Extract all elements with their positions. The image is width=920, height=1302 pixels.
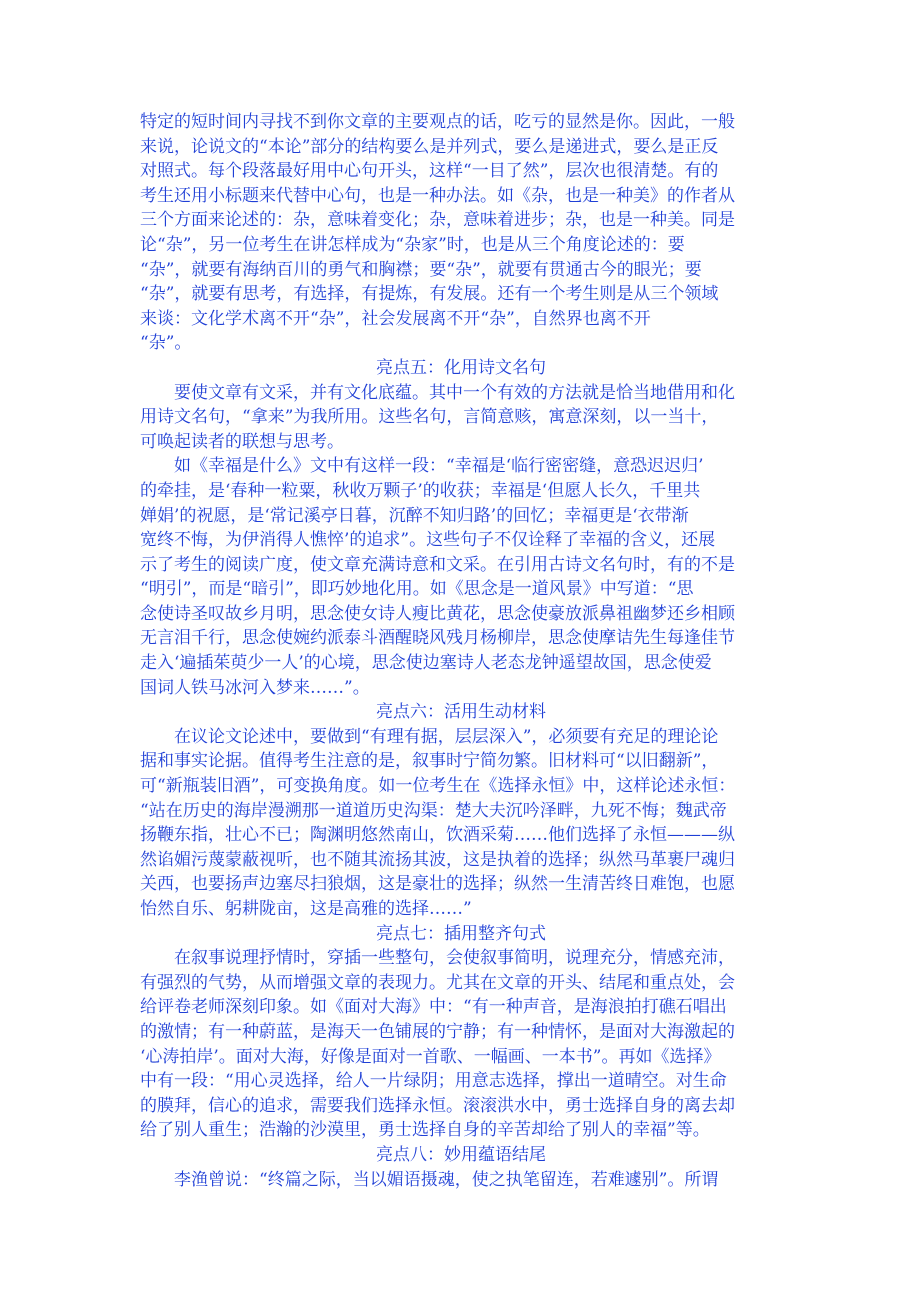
text-line: 论“杂”，另一位考生在讲怎样成为“杂家”时，也是从三个角度论述的：要	[140, 234, 685, 255]
section-heading: 亮点七：插用整齐句式	[376, 923, 546, 944]
text-line: 有强烈的气势，从而增强文章的表现力。尤其在文章的开头、结尾和重点处，会	[140, 972, 735, 993]
section-heading: 亮点五：化用诗文名句	[376, 357, 546, 378]
text-line: 用诗文名句，“拿来”为我所用。这些名句，言简意赅，寓意深刻，以一当十，	[140, 407, 719, 428]
text-line: 要使文章有文采，并有文化底蕴。其中一个有效的方法就是恰当地借用和化	[140, 382, 735, 403]
text-line: 关西，也要扬声边塞尽扫狼烟，这是豪壮的选择；纵然一生清苦终日难饱，也愿	[140, 874, 735, 895]
text-line: 怡然自乐、躬耕陇亩，这是高雅的选择……”	[140, 899, 472, 919]
text-line: 特定的短时间内寻找不到你文章的主要观点的话，吃亏的显然是你。因此，一般	[140, 112, 735, 132]
text-line: 据和事实论据。值得考生注意的是，叙事时宁简勿繁。旧材料可“以旧翻新”，	[140, 751, 719, 772]
text-line: 给了别人重生；浩瀚的沙漠里，勇士选择自身的辛苦却给了别人的幸福”等。	[140, 1120, 710, 1141]
text-line: 宽终不悔，为伊消得人憔悴’的追求”。这些句子不仅诠释了幸福的含义，还展	[140, 530, 716, 551]
document-page	[140, 110, 782, 1190]
text-line: 的激情；有一种蔚蓝，是海天一色铺展的宁静；有一种情怀，是面对大海激起的	[140, 1021, 735, 1042]
text-line: “明引”，而是“暗引”，即巧妙地化用。如《思念是一道风景》中写道：“思	[140, 579, 694, 600]
text-line: 李渔曾说：“终篇之际，当以媚语摄魂，使之执笔留连，若难遽别”。所谓	[140, 1169, 719, 1190]
text-line: “杂”。	[140, 333, 192, 354]
text-line: 婵娟’的祝愿，是‘常记溪亭日暮，沉醉不知归路’的回忆；幸福更是‘衣带渐	[140, 505, 689, 526]
text-line: 对照式。每个段落最好用中心句开头，这样“一目了然”，层次也很清楚。有的	[140, 161, 719, 182]
text-line: 来谈：文化学术离不开“杂”，社会发展离不开“杂”，自然界也离不开	[140, 308, 651, 329]
text-line: “杂”，就要有海纳百川的勇气和胸襟；要“杂”，就要有贯通古今的眼光；要	[140, 259, 702, 280]
text-line: 扬鞭东指，壮心不已；陶渊明悠然南山，饮酒采菊……他们选择了永恒———纵	[140, 825, 735, 846]
text-line: 的膜拜，信心的追求，需要我们选择永恒。滚滚洪水中，勇士选择自身的离去却	[140, 1095, 735, 1116]
text-line: “站在历史的海岸漫溯那一道道历史沟渠：楚大夫沉吟泽畔，九死不悔；魏武帝	[140, 800, 727, 821]
text-line: 可“新瓶装旧酒”，可变换角度。如一位考生在《选择永恒》中，这样论述永恒：	[140, 776, 736, 797]
text-line: 念使诗圣叹故乡月明，思念使女诗人瘦比黄花，思念使豪放派鼻祖幽梦还乡相顾	[140, 603, 735, 624]
text-line: 考生还用小标题来代替中心句，也是一种办法。如《杂，也是一种美》的作者从	[140, 185, 735, 206]
text-line: 来说，论说文的“本论”部分的结构要么是并列式，要么是递进式，要么是正反	[140, 136, 719, 157]
text-line: 的牵挂，是‘春种一粒粟，秋收万颗子’的收获；幸福是‘但愿人长久，千里共	[140, 480, 701, 501]
text-line: 三个方面来论述的：杂，意味着变化；杂，意味着进步；杂，也是一种美。同是	[140, 210, 735, 231]
text-line: 如《幸福是什么》文中有这样一段：“幸福是‘临行密密缝，意恐迟迟归’	[140, 456, 704, 477]
text-line: “杂”，就要有思考，有选择，有提炼，有发展。还有一个考生则是从三个领域	[140, 284, 719, 305]
text-line: 可唤起读者的联想与思考。	[140, 431, 344, 452]
section-heading: 亮点六：活用生动材料	[376, 702, 546, 723]
text-line: 走入‘遍插茱萸少一人’的心境，思念使边塞诗人老态龙钟遥望故国，思念使爱	[140, 653, 712, 674]
text-line: 示了考生的阅读广度，使文章充满诗意和文采。在引用古诗文名句时，有的不是	[140, 554, 735, 575]
text-line: 无言泪千行，思念使婉约派泰斗酒醒晓风残月杨柳岸，思念使摩诘先生每逢佳节	[140, 628, 735, 649]
text-line: 中有一段：“用心灵选择，给人一片绿阴；用意志选择，撑出一道晴空。对生命	[140, 1071, 727, 1092]
text-line: 然谄媚污蔑蒙蔽视听，也不随其流扬其波，这是执着的选择；纵然马革裹尸魂归	[140, 849, 735, 870]
section-heading: 亮点八：妙用蕴语结尾	[376, 1144, 546, 1165]
text-line: ‘心涛拍岸’。面对大海，好像是面对一首歌、一幅画、一本书”。再如《选择》	[140, 1046, 721, 1067]
text-line: 给评卷老师深刻印象。如《面对大海》中：“有一种声音，是海浪拍打礁石唱出	[140, 997, 727, 1018]
text-line: 在叙事说理抒情时，穿插一些整句，会使叙事简明，说理充分，情感充沛，	[140, 948, 735, 969]
text-line: 国词人铁马冰河入梦来……”。	[140, 677, 370, 698]
text-line: 在议论文论述中，要做到“有理有据，层层深入”，必须要有充足的理论论	[140, 726, 719, 747]
